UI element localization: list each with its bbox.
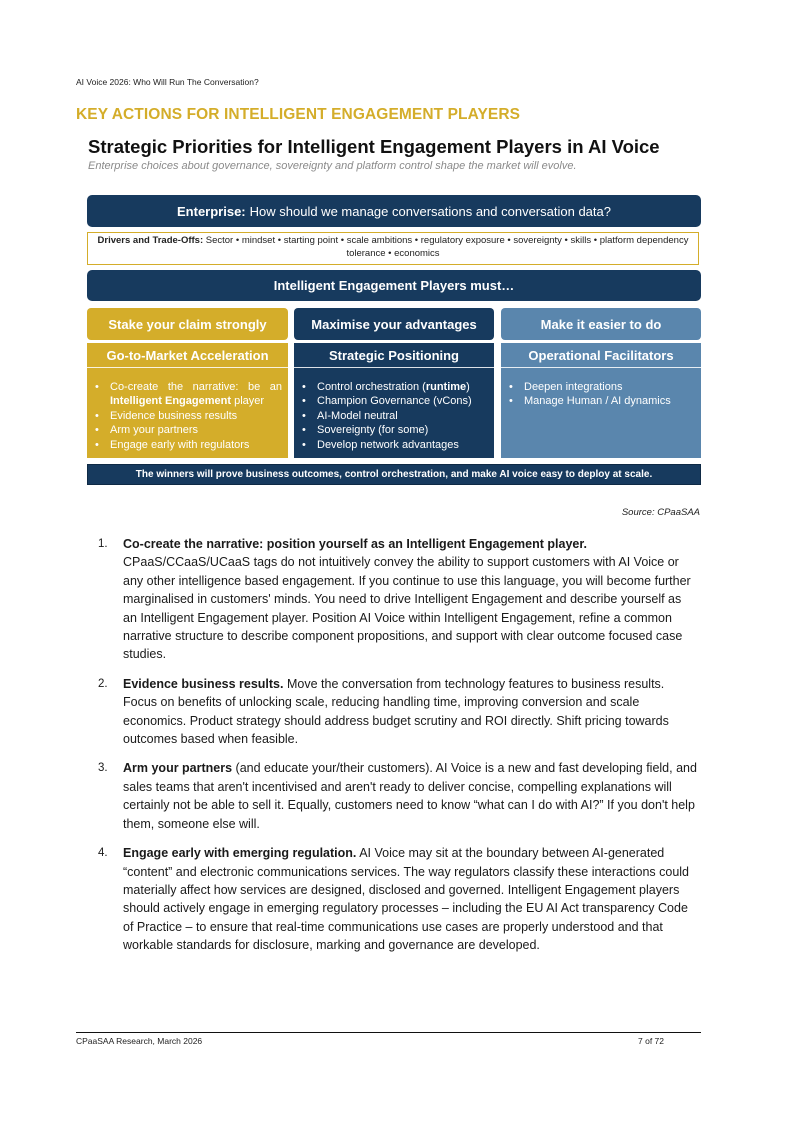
bullet-text-tail: player: [231, 395, 265, 408]
bullet-item: [302, 438, 488, 452]
drivers-label: Drivers and Trade-Offs:: [97, 235, 204, 246]
bullet-item: [95, 423, 282, 437]
column-subheader: Go-to-Market Acceleration: [87, 343, 288, 368]
list-item-body: AI Voice may sit at the boundary between AI-generated “content” and electronic communications services. The way regulators classify these interactions could materially affect how services are designed, disclosed and governed. Intelligent Engagement players should actively engage in emerging regulatory processes – including the EU AI Act transparency Code of Practice – to ensure that real-time communications use cases are properly understood and that workable standards for disclosure, marking and governance are developed.: [123, 846, 690, 953]
bullet-item: [95, 409, 282, 423]
key-actions-list: [98, 535, 698, 966]
list-item: [98, 759, 698, 833]
bullet-item: [302, 380, 488, 394]
column-header-stake-claim: Stake your claim strongly: [87, 308, 288, 340]
drivers-text: Sector • mindset • starting point • scale ambitions • regulatory exposure • sovereignty • skills • platform dependency tolerance • economics: [205, 235, 689, 259]
figure-title: Strategic Priorities for Intelligent Engagement Players in AI Voice: [88, 136, 660, 157]
footer-divider: [76, 1032, 701, 1033]
section-title: KEY ACTIONS FOR INTELLIGENT ENGAGEMENT PLAYERS: [76, 106, 521, 123]
column-header-maximise: Maximise your advantages: [294, 308, 494, 340]
list-item-body: CPaaS/CCaaS/UCaaS tags do not intuitively convey the ability to support customers with AI Voice or any other intelligence based engagement. If you continue to use this language, you will become further marginalised in customers' minds. You need to drive Intelligent Engagement and describe yourself as an Intelligent Engagement player. Position AI Voice within Intelligent Engagement, refine a common narrative structure to describe component propositions, and support with clear outcome focused case studies.: [123, 555, 691, 662]
figure-source: Source: CPaaSAA: [621, 507, 700, 518]
winners-banner: The winners will prove business outcomes, control orchestration, and make AI voice easy to deploy at scale.: [87, 464, 701, 485]
bullet-item: [95, 380, 282, 409]
page-number: 7 of 72: [638, 1036, 664, 1046]
bullet-item: [509, 380, 695, 394]
column-body-strategic-positioning: [294, 343, 494, 458]
bullet-text: Co-create the narrative: be an: [110, 381, 282, 393]
bullet-item: [302, 423, 488, 437]
column-subheader: Operational Facilitators: [501, 343, 701, 368]
bullet-item: [95, 438, 282, 452]
bullet-text: Develop network advantages: [317, 438, 459, 451]
bullet-text-tail: ): [466, 381, 470, 393]
column-bullet-list: [501, 368, 701, 409]
bullet-bold-text: Intelligent Engagement: [110, 395, 232, 408]
list-item: [98, 844, 698, 954]
column-bullet-list: [294, 368, 494, 452]
list-item-number: 3.: [98, 762, 108, 775]
list-item-lead: Engage early with emerging regulation.: [123, 846, 357, 861]
bullet-text: AI-Model neutral: [317, 409, 398, 422]
bullet-text: Deepen integrations: [524, 381, 623, 393]
bullet-text: Manage Human / AI dynamics: [524, 395, 671, 408]
enterprise-question: How should we manage conversations and conversation data?: [249, 203, 611, 219]
figure-subtitle: Enterprise choices about governance, sovereignty and platform control shape the market will evolve.: [88, 160, 577, 172]
column-subheader: Strategic Positioning: [294, 343, 494, 368]
drivers-box: [87, 232, 699, 265]
bullet-text: Champion Governance (vCons): [317, 395, 472, 408]
list-item-number: 1.: [98, 538, 108, 550]
bullet-bold-text: runtime: [425, 381, 467, 393]
bullet-text: Evidence business results: [110, 409, 238, 422]
list-item-number: 2.: [98, 677, 108, 690]
column-bullet-list: [87, 368, 288, 452]
bullet-text: Arm your partners: [110, 424, 199, 437]
bullet-text: Control orchestration (: [317, 381, 426, 393]
column-body-go-to-market: [87, 343, 288, 458]
column-header-easier: Make it easier to do: [501, 308, 701, 340]
list-item: [98, 535, 698, 664]
list-item: [98, 675, 698, 749]
list-item-body: Move the conversation from technology features to business results. Focus on benefits of unlocking scale, reducing handling time, improving conversion and scale economics. Product strategy should address budget scrutiny and ROI directly. Shift pricing towards outcomes based when feasible.: [123, 676, 669, 747]
bullet-text: Sovereignty (for some): [317, 424, 429, 437]
list-item-lead: Evidence business results.: [123, 676, 284, 691]
bullet-item: [302, 409, 488, 423]
footer-publisher: CPaaSAA Research, March 2026: [76, 1036, 203, 1046]
list-item-lead: Co-create the narrative: position yourself as an Intelligent Engagement player.: [123, 537, 588, 551]
list-item-number: 4.: [98, 847, 108, 860]
enterprise-bar: [87, 195, 701, 227]
running-header: AI Voice 2026: Who Will Run The Conversation?: [76, 77, 259, 87]
bullet-item: [302, 394, 488, 408]
list-item-body: (and educate your/their customers). AI Voice is a new and fast developing field, and sales teams that aren't incentivised and aren't ready to deliver concise, compelling explanations will certainly not be able to sell it. Equally, customers need to know “what can I do with AI?” If you don't help them, someone else will.: [123, 761, 697, 831]
must-bar: Intelligent Engagement Players must…: [87, 270, 701, 301]
bullet-text: Engage early with regulators: [110, 438, 250, 451]
list-item-lead: Arm your partners: [123, 761, 233, 776]
column-body-operational: [501, 343, 701, 458]
bullet-item: [509, 394, 695, 408]
enterprise-label: Enterprise:: [177, 203, 246, 219]
